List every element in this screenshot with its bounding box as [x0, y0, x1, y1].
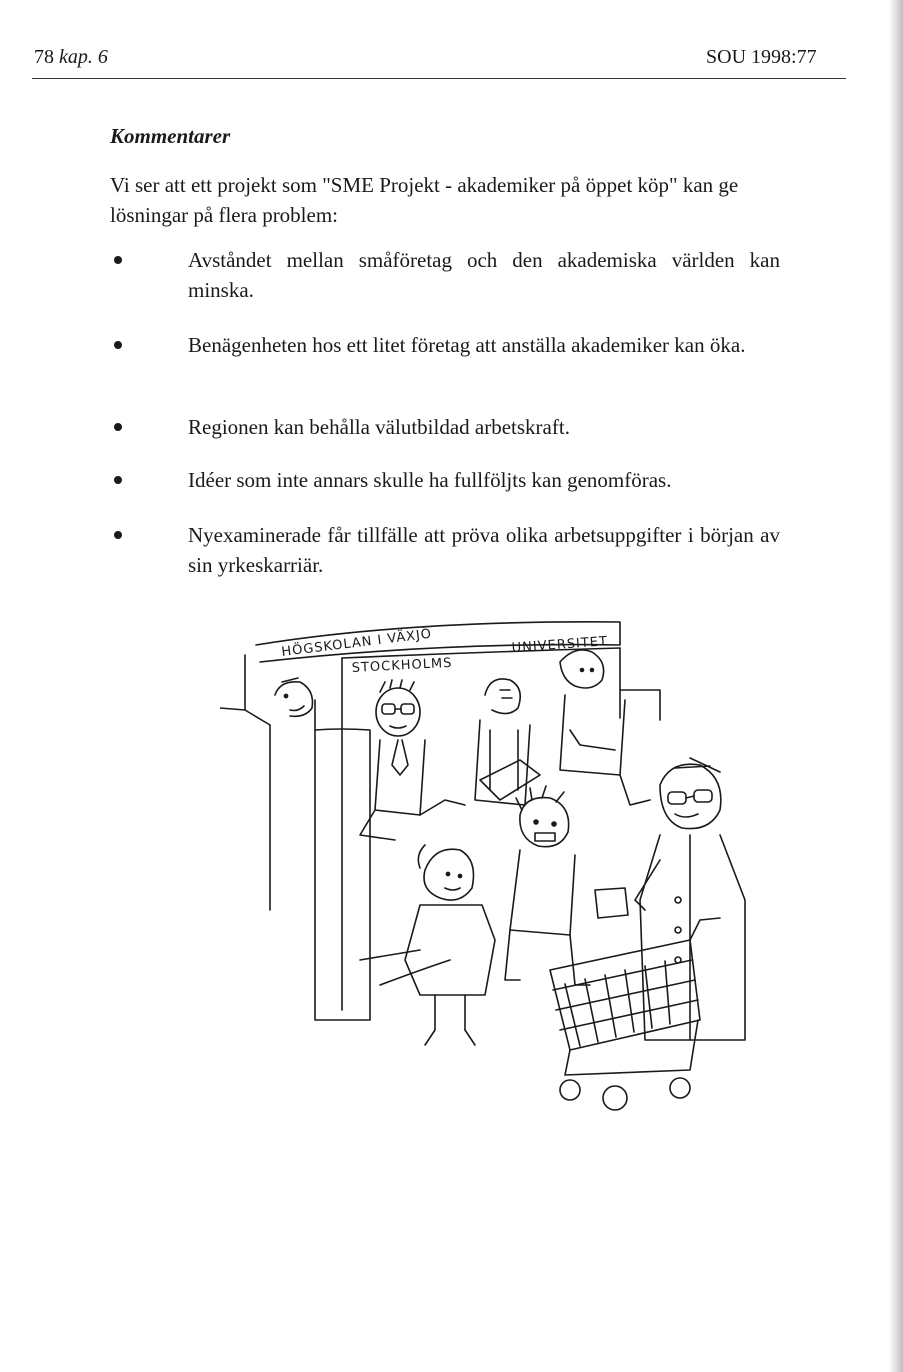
list-item-text: Nyexaminerade får tillfälle att pröva olika arbetsuppgifter i början av sin yrkeskarriär.	[188, 523, 780, 577]
running-header-left	[34, 46, 108, 69]
sign-stockholms: STOCKHOLMS	[351, 655, 453, 676]
bullet-icon	[114, 256, 122, 264]
shopping-cart	[550, 918, 720, 1110]
page-number: 78	[34, 46, 54, 68]
list-item-text: Regionen kan behålla välutbildad arbetskraft.	[188, 415, 570, 439]
young-graduate	[480, 760, 628, 985]
list-item-text: Avståndet mellan småföretag och den akademiska världen kan minska.	[188, 248, 780, 302]
chapter-label: kap. 6	[59, 46, 108, 68]
header-rule	[32, 78, 846, 79]
seated-man-glasses	[360, 680, 465, 840]
bullet-icon	[114, 476, 122, 484]
seated-woman-foreground	[405, 845, 495, 1045]
sign-hogskolan: HÖGSKOLAN I VÄXJÖ	[280, 626, 433, 660]
section-heading: Kommentarer	[110, 124, 231, 148]
sign-universitet: UNIVERSITET	[511, 634, 609, 656]
report-id: SOU 1998:77	[706, 46, 817, 68]
bullet-icon	[114, 423, 122, 431]
cartoon-illustration	[220, 600, 780, 1140]
bullet-icon	[114, 531, 122, 539]
list-item-text: Benägenheten hos ett litet företag att anställa akademiker kan öka.	[188, 333, 746, 357]
peeking-face	[275, 678, 313, 716]
seated-woman	[560, 650, 650, 805]
bullet-icon	[114, 341, 122, 349]
intro-paragraph: Vi ser att ett projekt som "SME Projekt - akademiker på öppet köp" kan ge lösningar på flera problem:	[110, 173, 739, 227]
shopper-man	[635, 758, 745, 1040]
page-edge-shadow	[889, 0, 903, 1372]
list-item-text: Idéer som inte annars skulle ha fullföljts kan genomföras.	[188, 468, 672, 492]
